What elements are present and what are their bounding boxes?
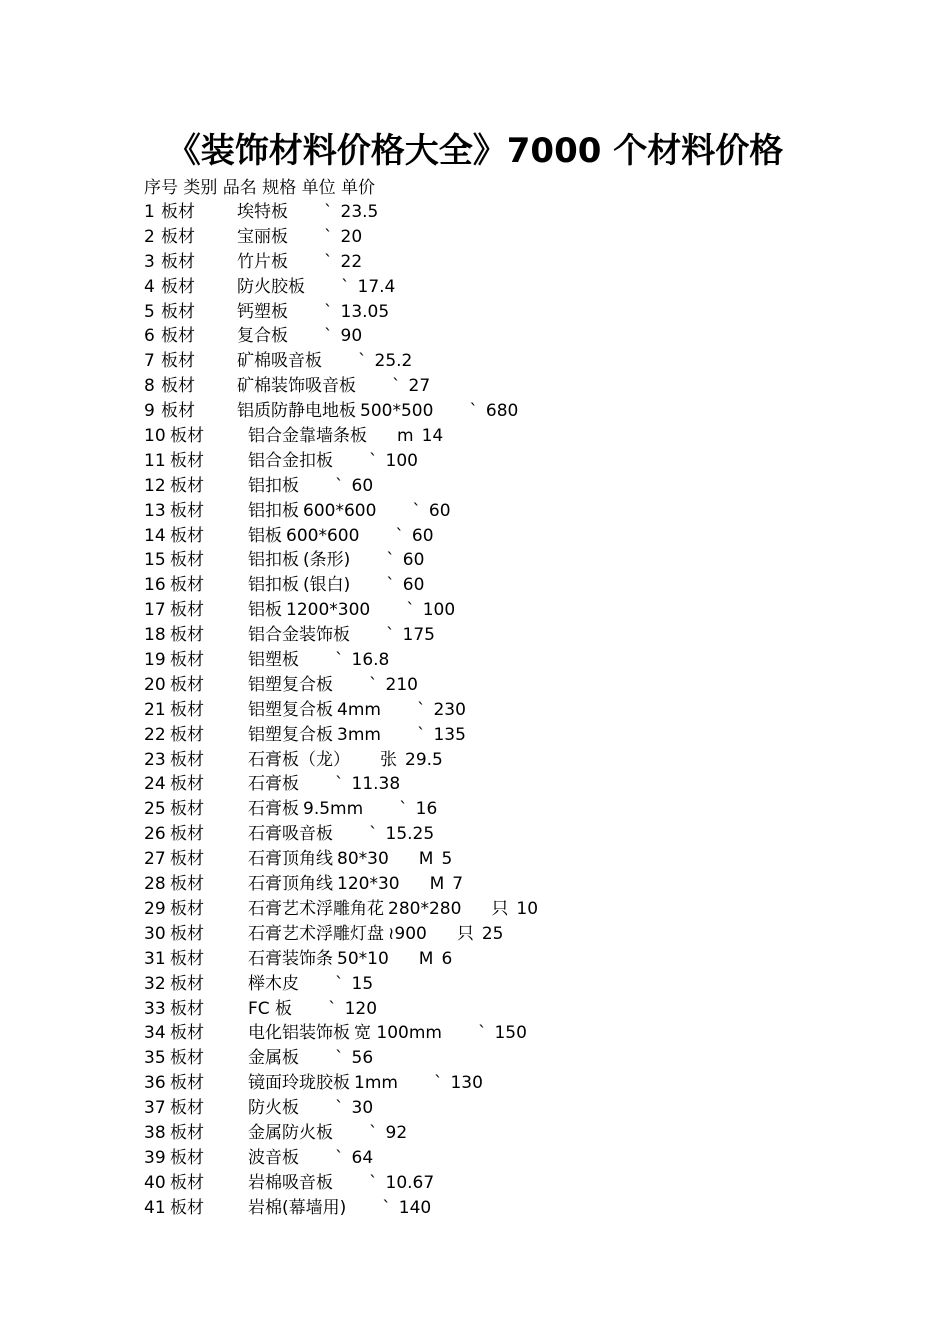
row-spec: 3mm [337,724,381,745]
row-category: 板材 [170,898,204,919]
row-price: 29.5 [405,749,443,770]
row-category: 板材 [170,1073,204,1094]
row-price: 130 [450,1073,483,1094]
row-category: 板材 [170,973,204,994]
row-price: 150 [494,1023,527,1044]
row-name: 波音板 [248,1147,299,1168]
row-category: 板材 [170,1147,204,1168]
row-name: 铝质防静电地板 [237,401,356,422]
row-category: 板材 [161,376,195,397]
row-spec: 9.5mm [303,799,364,820]
row-category: 板材 [170,923,204,944]
row-unit: 只 [491,898,509,919]
row-unit: ` [324,301,333,322]
row-name: 铝塑复合板 [248,724,333,745]
row-category: 板材 [170,625,204,646]
row-price: 14 [421,426,444,447]
row-spec: 80*30 [337,849,389,870]
row-number: 4 [144,276,155,297]
row-category: 板材 [170,525,204,546]
row-number: 38 [144,1122,166,1143]
row-number: 15 [144,550,166,571]
table-header: 序号 类别 品名 规格 单位 单价 [144,178,376,198]
row-price: 16 [415,799,438,820]
row-unit: ` [335,1147,344,1168]
row-unit: M [418,849,434,870]
row-category: 板材 [170,724,204,745]
row-category: 板材 [161,202,195,222]
row-category: 板材 [170,1098,204,1119]
row-category: 板材 [170,774,204,795]
row-category: 板材 [170,450,204,471]
row-name: 榉木皮 [248,973,299,994]
row-number: 19 [144,650,166,671]
row-unit: ` [416,699,426,720]
row-name: 石膏顶角线 [248,849,333,870]
row-unit: ` [335,1048,344,1069]
row-number: 11 [144,450,166,471]
row-unit: ` [324,226,333,247]
row-price: 100 [385,450,418,471]
row-price: 30 [351,1098,374,1119]
row-name: 铝塑复合板 [248,674,333,695]
row-category: 板材 [161,301,195,322]
row-category: 板材 [161,351,195,372]
row-name: 石膏装饰条 [248,948,333,969]
row-unit: M [418,948,434,969]
row-unit: ` [335,475,344,496]
row-spec: 280*280 [388,898,462,919]
row-price: 100 [422,600,456,621]
row-category: 板材 [161,226,195,247]
row-number: 34 [144,1023,166,1044]
row-category: 板材 [170,824,204,845]
row-number: 9 [144,401,155,422]
row-unit: ` [433,1073,443,1094]
row-price: 27 [408,376,431,397]
row-unit: ` [328,998,337,1019]
row-name: 防火板 [248,1098,299,1119]
row-price: 15 [351,973,374,994]
row-spec: (条形) [303,550,351,571]
row-name: 防火胶板 [237,276,305,297]
row-unit: ` [386,550,395,571]
row-name: 石膏板 [248,774,299,795]
row-name: 铝扣板 [248,500,299,521]
row-number: 6 [144,326,155,347]
row-category: 板材 [161,276,195,297]
row-price: 6 [441,948,453,969]
row-unit: ` [386,575,395,596]
row-price: 175 [402,625,435,646]
row-category: 板材 [170,699,204,720]
row-price: 16.8 [351,650,390,671]
row-spec: 120*30 [337,874,400,895]
row-price: 10 [516,898,539,919]
row-name: 铝合金装饰板 [248,625,350,646]
row-price: 15.25 [385,824,435,845]
row-category: 板材 [170,849,204,870]
row-name: 埃特板 [237,202,288,222]
row-price: 7 [452,874,464,895]
row-price: 11.38 [351,774,401,795]
row-name: 矿棉装饰吸音板 [237,376,356,397]
row-name: 钙塑板 [237,301,288,322]
row-unit: m [397,426,414,447]
row-number: 5 [144,301,155,322]
row-name: 铝塑复合板 [248,699,333,720]
row-number: 31 [144,948,166,969]
row-name: 矿棉吸音板 [237,351,322,372]
row-unit: ` [369,674,378,695]
row-number: 37 [144,1098,166,1119]
row-name: 石膏吸音板 [248,824,333,845]
row-unit: ` [324,251,333,272]
row-number: 33 [144,998,166,1019]
row-unit: ` [416,724,426,745]
row-spec: 4mm [337,699,381,720]
row-unit: ` [335,774,344,795]
row-unit: ` [335,973,344,994]
row-price: 140 [398,1197,432,1218]
row-number: 41 [144,1197,166,1218]
row-number: 17 [144,600,166,621]
row-unit: ` [382,1197,391,1218]
row-unit: ` [369,1172,378,1193]
row-name: 石膏板 [248,799,299,820]
row-unit: ` [399,799,408,820]
row-name: 铝扣板 [248,475,299,496]
row-price: 25 [481,923,504,944]
row-price: 56 [351,1048,374,1069]
row-name: 石膏板（龙） [248,749,350,770]
row-spec: 1200*300 [286,600,371,621]
row-price: 23.5 [340,202,379,222]
row-name: 铝板 [248,600,282,621]
row-price: 60 [402,575,425,596]
row-category: 板材 [170,1197,204,1218]
row-number: 18 [144,625,166,646]
row-number: 32 [144,973,166,994]
row-name: 镜面玲珑胶板 [248,1073,350,1094]
row-unit: ` [477,1023,487,1044]
row-unit: ` [392,376,401,397]
row-name: 竹片板 [237,251,288,272]
row-number: 12 [144,475,166,496]
row-category: 板材 [170,1023,204,1044]
row-category: 板材 [170,749,204,770]
row-number: 13 [144,500,166,521]
row-name: 金属板 [248,1048,299,1069]
row-price: 92 [385,1122,408,1143]
row-spec: 50*10 [337,948,389,969]
row-name: 石膏艺术浮雕角花 [248,898,384,919]
row-category: 板材 [170,998,204,1019]
row-name: 金属防火板 [248,1122,333,1143]
row-name: 宝丽板 [237,226,288,247]
row-category: 板材 [170,550,204,571]
row-unit: ` [395,525,404,546]
row-category: 板材 [170,674,204,695]
row-number: 24 [144,774,166,795]
row-number: 1 [144,202,155,222]
row-number: 28 [144,874,166,895]
row-spec: 600*600 [303,500,377,521]
row-name: 石膏艺术浮雕灯盘 [248,923,384,944]
row-category: 板材 [161,401,195,422]
row-unit: ` [341,276,350,297]
row-number: 23 [144,749,166,770]
row-number: 16 [144,575,166,596]
row-price: 90 [340,326,363,347]
row-spec: 宽 100mm [354,1023,442,1044]
row-number: 14 [144,525,166,546]
row-name: 铝板 [248,525,282,546]
row-unit: ` [358,351,367,372]
row-price: 20 [340,226,363,247]
row-unit: ` [406,600,415,621]
row-unit: ` [386,625,395,646]
row-name: 岩棉(幕墙用) [248,1197,347,1218]
row-price: 10.67 [385,1172,435,1193]
row-spec: (银白) [303,575,351,596]
row-number: 39 [144,1147,166,1168]
row-category: 板材 [170,948,204,969]
row-number: 8 [144,376,155,397]
row-price: 60 [428,500,451,521]
row-price: 22 [340,251,363,272]
row-price: 60 [351,475,374,496]
row-unit: 只 [456,923,474,944]
document-title: 《装饰材料价格大全》7000 个材料价格 [166,131,784,171]
row-number: 29 [144,898,166,919]
row-number: 10 [144,426,166,447]
row-name: 电化铝装饰板 [248,1023,350,1044]
row-name: 复合板 [237,326,288,347]
row-price: 25.2 [374,351,413,372]
row-name: 石膏顶角线 [248,874,333,895]
row-price: 5 [441,849,453,870]
row-unit: ` [469,401,478,422]
row-number: 27 [144,849,166,870]
row-unit: ` [369,1122,378,1143]
row-price: 60 [411,525,434,546]
row-spec: 600*600 [286,525,360,546]
row-number: 7 [144,351,155,372]
row-name: 铝合金靠墙条板 [248,426,367,447]
row-number: 3 [144,251,155,272]
row-price: 60 [402,550,425,571]
row-spec: 500*500 [360,401,434,422]
row-category: 板材 [170,650,204,671]
row-spec: 1mm [354,1073,398,1094]
row-spec: ≀900 [388,923,427,944]
row-unit: M [429,874,445,895]
row-number: 30 [144,923,166,944]
row-number: 36 [144,1073,166,1094]
row-unit: ` [412,500,421,521]
row-unit: ` [324,326,333,347]
row-number: 20 [144,674,166,695]
row-unit: ` [369,824,378,845]
row-unit: ` [335,1098,344,1119]
row-category: 板材 [170,500,204,521]
row-category: 板材 [170,426,204,447]
row-unit: ` [335,650,344,671]
row-price: 120 [344,998,378,1019]
row-price: 64 [351,1147,374,1168]
row-price: 210 [385,674,418,695]
row-category: 板材 [170,600,204,621]
row-price: 13.05 [340,301,390,322]
row-number: 22 [144,724,166,745]
row-number: 40 [144,1172,166,1193]
row-number: 35 [144,1048,166,1069]
row-category: 板材 [170,1048,204,1069]
row-unit: ` [324,202,333,222]
row-name: 铝合金扣板 [248,450,333,471]
row-name: FC 板 [248,998,293,1019]
row-unit: ` [369,450,378,471]
row-unit: 张 [380,749,397,770]
row-price: 230 [433,699,466,720]
row-category: 板材 [161,326,195,347]
row-name: 铝扣板 [248,550,299,571]
row-name: 铝扣板 [248,575,299,596]
row-number: 26 [144,824,166,845]
row-category: 板材 [161,251,195,272]
row-category: 板材 [170,874,204,895]
row-category: 板材 [170,799,204,820]
row-name: 铝塑板 [248,650,299,671]
row-price: 135 [433,724,466,745]
row-price: 680 [485,401,519,422]
row-category: 板材 [170,1172,204,1193]
row-number: 25 [144,799,166,820]
row-name: 岩棉吸音板 [248,1172,333,1193]
row-number: 2 [144,226,155,247]
row-category: 板材 [170,1122,204,1143]
row-category: 板材 [170,575,204,596]
row-number: 21 [144,699,166,720]
row-price: 17.4 [357,276,396,297]
row-category: 板材 [170,475,204,496]
